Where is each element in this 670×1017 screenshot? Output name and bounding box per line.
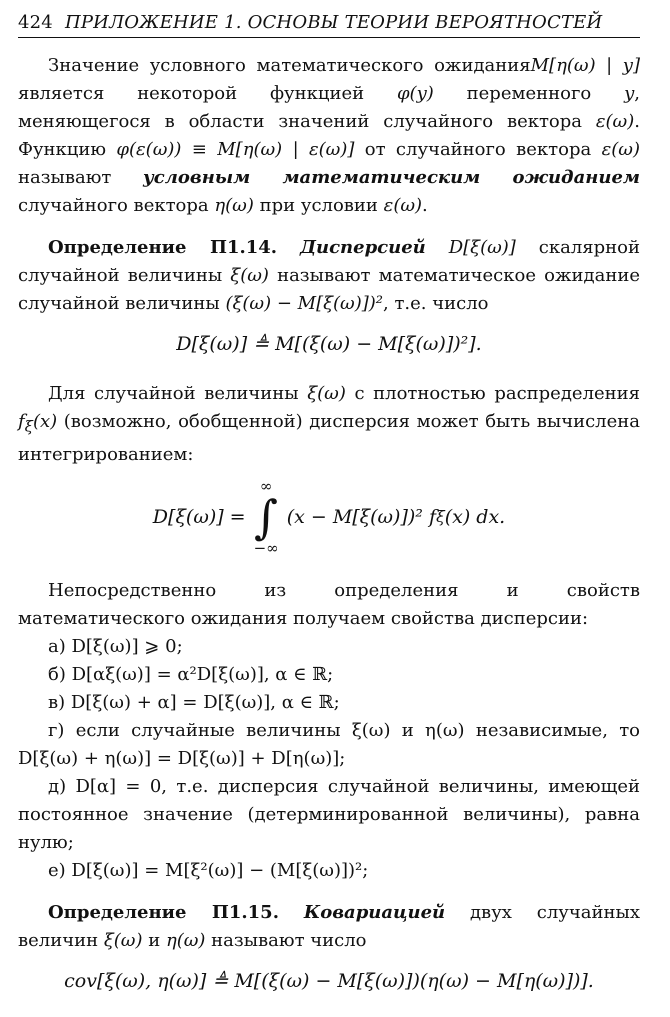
integral-lower-limit: −∞ xyxy=(253,538,279,557)
math-expression: η(ω) xyxy=(165,929,206,951)
integral-tail: (x) dx. xyxy=(444,505,506,528)
text-segment: с плотностью распределения xyxy=(345,383,641,404)
integral-subscript: ξ xyxy=(435,507,445,527)
math-expression: ε(ω) xyxy=(601,139,640,160)
text-segment: называют xyxy=(18,167,143,188)
math-expression: (x) xyxy=(32,411,58,432)
math-expression: ε(ω) xyxy=(383,195,423,216)
defined-term: Дисперсией xyxy=(300,237,426,258)
integral-sign-icon: ∫ xyxy=(254,489,279,544)
text-segment: называют математическое ожидание случайной величины xyxy=(18,265,640,314)
definition-14 xyxy=(18,234,640,318)
text-segment: от случайного вектора xyxy=(354,139,602,160)
integral-body: (x − M[ξ(ω)])² f xyxy=(286,505,436,528)
property-c: в) D[ξ(ω) + α] = D[ξ(ω)], α ∈ ℝ; xyxy=(48,691,340,713)
text-segment: , меняющегося в области значений случайного вектора xyxy=(18,83,640,132)
integral-formula xyxy=(18,477,640,557)
math-expression: f xyxy=(18,411,25,432)
property-f: е) D[ξ(ω)] = M[ξ²(ω)] − (M[ξ(ω)])²; xyxy=(48,859,369,881)
defined-term: Ковариацией xyxy=(303,901,446,923)
text-segment: при условии xyxy=(253,195,384,216)
text-segment: . xyxy=(422,195,428,216)
page-header xyxy=(18,12,640,38)
defined-term: условным математическим ожиданием xyxy=(143,167,641,188)
math-subscript: ξ xyxy=(24,417,33,436)
integral-left-side: D[ξ(ω)] = xyxy=(152,505,246,528)
text-segment: переменного xyxy=(433,83,625,104)
definition-label: Определение П1.14. xyxy=(48,237,278,258)
text-segment: (возможно, обобщенной) дисперсия может быть вычислена интегрированием: xyxy=(18,411,640,465)
math-expression: φ(ε(ω)) ≡ M[η(ω) | ε(ω)] xyxy=(116,139,355,160)
density-paragraph xyxy=(18,380,640,469)
property-e: д) D[α] = 0, т.е. дисперсия случайной величины, имеющей постоянное значение (детерминированной величины), равна нулю; xyxy=(18,775,640,853)
text-segment: является некоторой функцией xyxy=(18,83,397,104)
text-segment: Для случайной величины xyxy=(48,383,308,404)
text-segment: двух случайных величин xyxy=(18,901,640,951)
math-expression: η(ω) xyxy=(214,195,254,216)
text-segment: скалярной случайной величины xyxy=(18,237,640,286)
math-expression: D[ξ(ω)] xyxy=(448,237,516,258)
covariance-formula: cov[ξ(ω), η(ω)] ≜ M[(ξ(ω) − M[ξ(ω)])(η(ω) − M[η(ω)])]. xyxy=(64,969,594,992)
text-segment: Значение условного математического ожидания xyxy=(48,55,531,76)
property-b: б) D[αξ(ω)] = α²D[ξ(ω)], α ∈ ℝ; xyxy=(48,663,334,685)
document-page xyxy=(18,12,640,1017)
text-segment: и xyxy=(142,929,166,951)
integral-symbol xyxy=(254,477,279,557)
property-a: а) D[ξ(ω)] ⩾ 0; xyxy=(48,635,183,657)
intro-paragraph xyxy=(18,52,640,220)
text-segment xyxy=(426,237,449,258)
property-d: г) если случайные величины ξ(ω) и η(ω) независимые, то D[ξ(ω) + η(ω)] = D[ξ(ω)] + D[η(ω)]; xyxy=(18,719,640,769)
math-expression: M[η(ω) | y] xyxy=(530,55,640,76)
integral-upper-limit: ∞ xyxy=(259,476,273,495)
definition-15 xyxy=(18,899,640,955)
math-expression: (ξ(ω) − M[ξ(ω)])² xyxy=(225,293,383,314)
text-segment: случайного вектора xyxy=(18,195,215,216)
text-segment: , т.е. число xyxy=(383,293,489,314)
text-segment: . Функцию xyxy=(18,111,640,160)
running-title: ПРИЛОЖЕНИЕ 1. ОСНОВЫ ТЕОРИИ ВЕРОЯТНОСТЕЙ xyxy=(64,12,603,33)
math-expression: ε(ω) xyxy=(595,111,635,132)
properties-intro: Непосредственно из определения и свойств математического ожидания получаем свойства дисперсии: xyxy=(18,579,640,629)
page-number: 424 xyxy=(18,12,53,33)
variance-formula: D[ξ(ω)] ≜ M[(ξ(ω) − M[ξ(ω)])²]. xyxy=(176,333,482,355)
definition-label: Определение П1.15. xyxy=(48,901,279,923)
text-segment: называют число xyxy=(205,929,367,951)
math-expression: y xyxy=(624,83,635,104)
math-expression: ξ(ω) xyxy=(103,929,143,951)
math-expression: ξ(ω) xyxy=(307,383,346,404)
math-expression: φ(y) xyxy=(396,83,434,104)
math-expression: ξ(ω) xyxy=(230,265,269,286)
